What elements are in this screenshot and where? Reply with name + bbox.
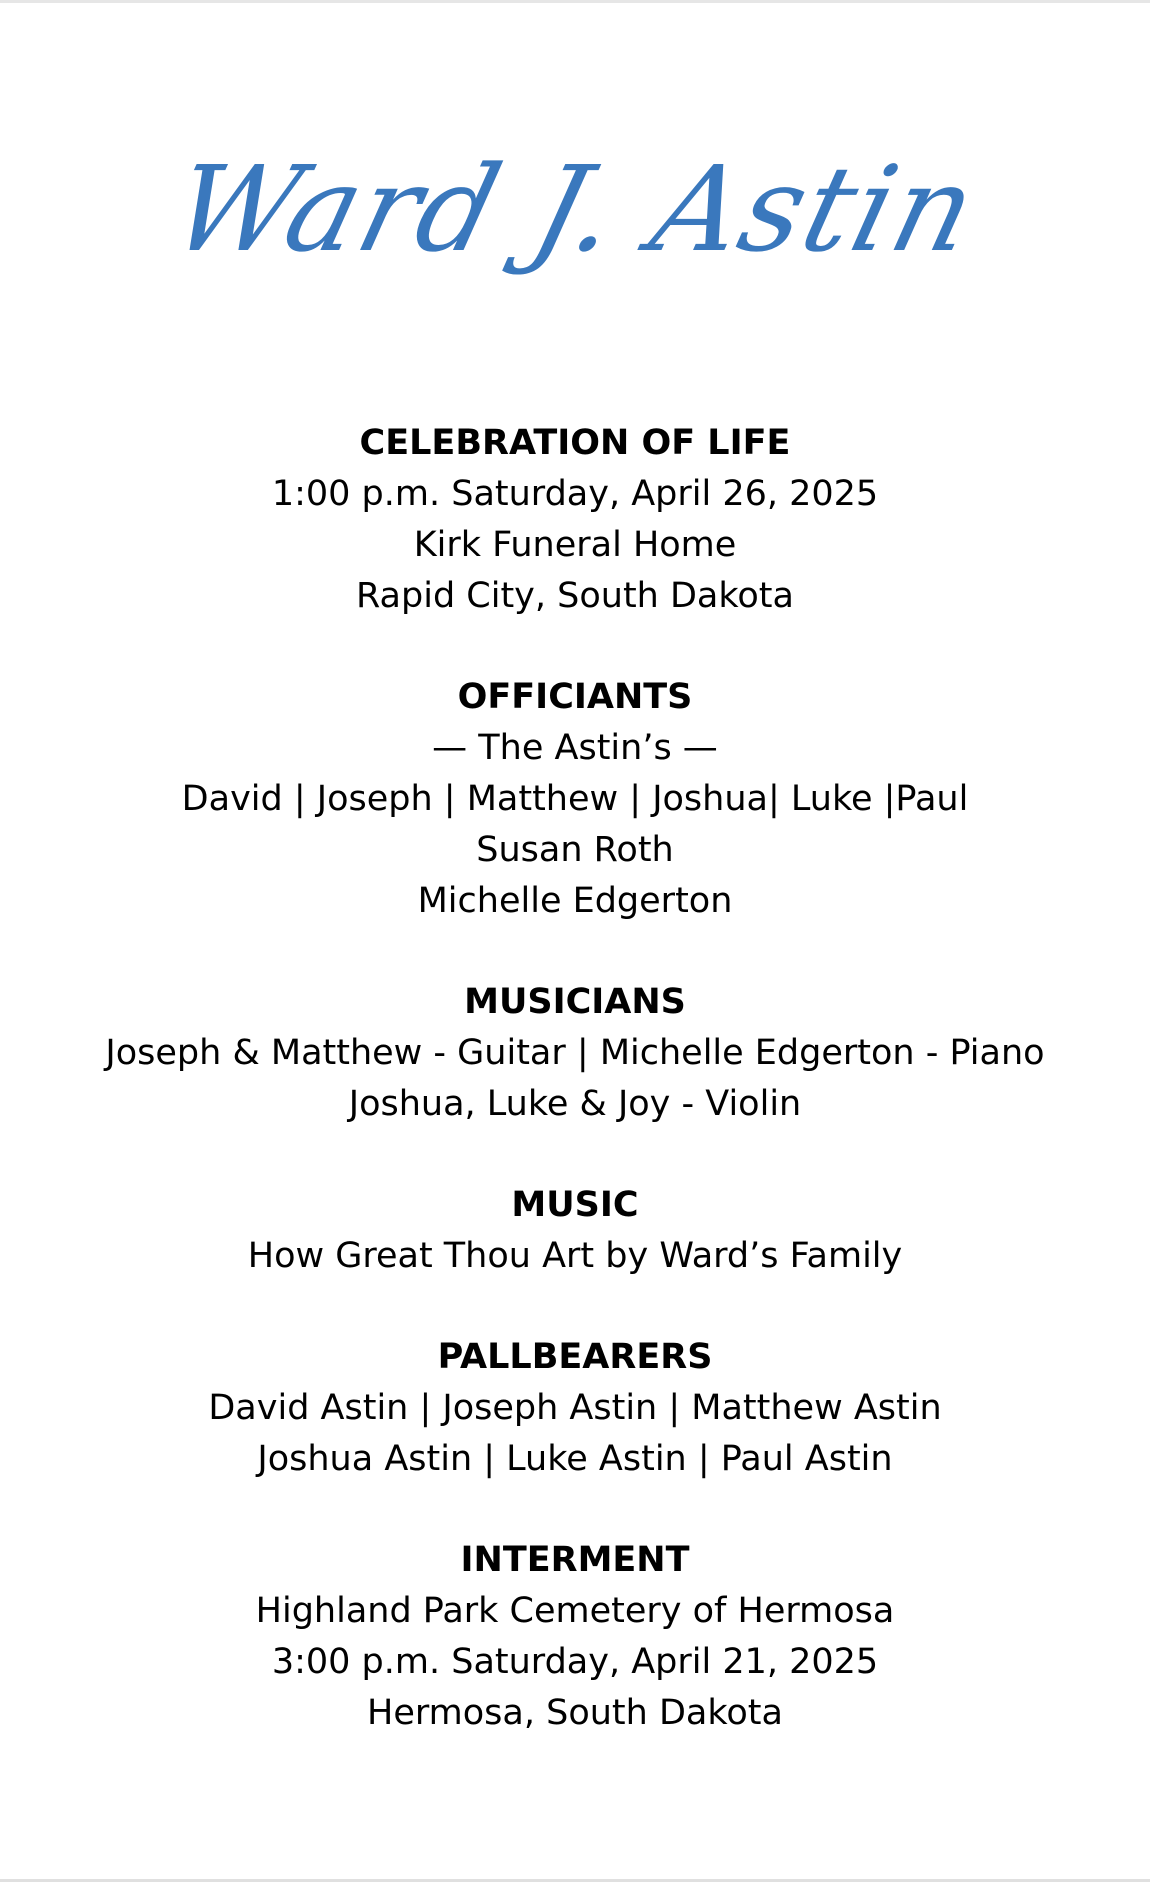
deceased-name-title: Ward J. Astin — [159, 140, 991, 278]
pallbearer-line: David Astin | Joseph Astin | Matthew Astin — [208, 1388, 942, 1428]
service-program — [0, 418, 1150, 1789]
section-officiants — [0, 672, 1150, 927]
top-divider — [0, 0, 1150, 3]
officiant-line: Susan Roth — [476, 830, 674, 870]
section-heading: MUSIC — [511, 1185, 639, 1225]
section-heading: MUSICIANS — [464, 982, 686, 1022]
service-time: 1:00 p.m. Saturday, April 26, 2025 — [271, 474, 879, 514]
music-line: How Great Thou Art by Ward’s Family — [247, 1236, 903, 1276]
section-heading: PALLBEARERS — [437, 1337, 713, 1377]
musician-line: Joshua, Luke & Joy - Violin — [348, 1084, 802, 1124]
musician-line: Joseph & Matthew - Guitar | Michelle Edgerton - Piano — [105, 1033, 1045, 1073]
section-pallbearers — [0, 1332, 1150, 1485]
interment-cemetery: Highland Park Cemetery of Hermosa — [255, 1591, 895, 1631]
officiant-line: David | Joseph | Matthew | Joshua| Luke |Paul — [181, 779, 969, 819]
section-musicians — [0, 977, 1150, 1130]
section-heading: OFFICIANTS — [457, 677, 693, 717]
service-venue: Kirk Funeral Home — [413, 525, 737, 565]
section-celebration-of-life — [0, 418, 1150, 622]
section-heading: INTERMENT — [460, 1540, 690, 1580]
section-interment — [0, 1535, 1150, 1739]
officiant-line: — The Astin’s — — [432, 728, 718, 768]
section-music — [0, 1180, 1150, 1282]
officiant-line: Michelle Edgerton — [417, 881, 733, 921]
section-heading: CELEBRATION OF LIFE — [359, 423, 791, 463]
interment-time: 3:00 p.m. Saturday, April 21, 2025 — [271, 1642, 879, 1682]
pallbearer-line: Joshua Astin | Luke Astin | Paul Astin — [257, 1439, 893, 1479]
service-location: Rapid City, South Dakota — [356, 576, 794, 616]
interment-location: Hermosa, South Dakota — [367, 1693, 783, 1733]
